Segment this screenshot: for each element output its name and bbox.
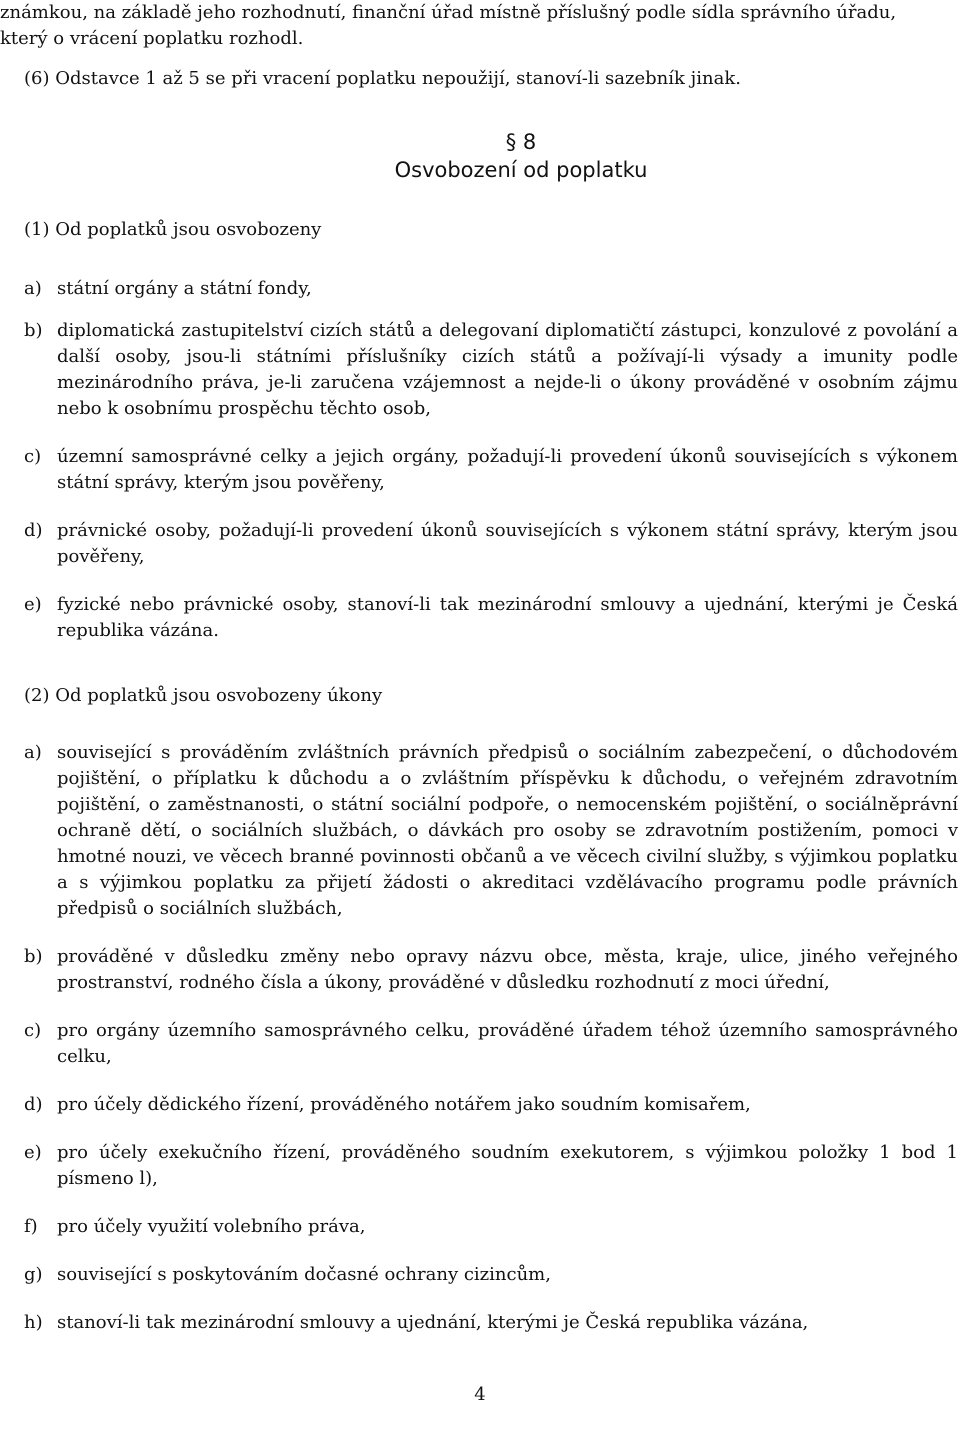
paragraph-1-heading: (1) Od poplatků jsou osvobozeny (24, 219, 322, 240)
item-text: stanoví-li tak mezinárodní smlouvy a ujednání, kterými je Česká republika vázána, (57, 1312, 809, 1333)
list-item (24, 1092, 958, 1118)
item-text: související s poskytováním dočasné ochrany cizincům, (57, 1264, 551, 1285)
section-title: Osvobození od poplatku (394, 158, 648, 182)
page-number: 4 (474, 1384, 486, 1405)
list-item (24, 318, 958, 422)
item-label: a) (24, 278, 42, 299)
item-label: b) (24, 946, 43, 967)
item-label: g) (24, 1264, 43, 1285)
list-item (24, 944, 958, 996)
item-label: d) (24, 520, 43, 541)
item-label: e) (24, 594, 42, 615)
item-text: pro účely exekučního řízení, prováděného soudním exekutorem, s výjimkou položky 1 bod 1 písmeno l), (57, 1142, 958, 1189)
paragraph-6: (6) Odstavce 1 až 5 se při vracení poplatku nepoužijí, stanoví-li sazebník jinak. (24, 68, 741, 89)
item-text: pro účely dědického řízení, prováděného notářem jako soudním komisařem, (57, 1094, 751, 1115)
list-item (24, 276, 958, 302)
item-text: související s prováděním zvláštních právních předpisů o sociálním zabezpečení, o důchodovém pojištění, o příplatku k důchodu a o zvláštním příspěvku k důchodu, o veřejném zdravotním pojištění, o zaměstnanosti, o státní sociální podpoře, o nemocenském pojištění, o sociálněprávní ochraně dětí, o sociálních službách, o dávkách pro osoby se zdravotním postižením, pomoci v hmotné nouzi, ve věcech branné povinnosti občanů a ve věcech civilní služby, s výjimkou poplatku a s výjimkou poplatku za přijetí žádosti o akreditaci vzdělávacího programu podle právních předpisů o sociálních službách, (57, 742, 958, 919)
item-text: fyzické nebo právnické osoby, stanoví-li tak mezinárodní smlouvy a ujednání, kterými je Česká republika vázána. (57, 594, 958, 641)
item-text: právnické osoby, požadují-li provedení úkonů souvisejících s výkonem státní správy, kterým jsou pověřeny, (57, 520, 958, 567)
item-label: h) (24, 1312, 43, 1333)
list-item (24, 740, 958, 922)
list-item (24, 1310, 958, 1336)
item-label: d) (24, 1094, 43, 1115)
item-label: a) (24, 742, 42, 763)
item-label: f) (24, 1216, 38, 1237)
intro-line-1: známkou, na základě jeho rozhodnutí, finanční úřad místně příslušný podle sídla správního úřadu, (0, 2, 897, 23)
paragraph-1-list (24, 276, 958, 644)
item-text: pro orgány územního samosprávného celku, prováděné úřadem téhož územního samosprávného celku, (57, 1020, 958, 1067)
paragraph-2-heading: (2) Od poplatků jsou osvobozeny úkony (24, 685, 383, 706)
section-number: § 8 (505, 130, 537, 154)
list-item (24, 1018, 958, 1070)
intro-line-2: který o vrácení poplatku rozhodl. (0, 28, 304, 49)
list-item (24, 518, 958, 570)
list-item (24, 592, 958, 644)
item-text: státní orgány a státní fondy, (57, 278, 312, 299)
item-text: diplomatická zastupitelství cizích států a delegovaní diplomatičtí zástupci, konzulové z povolání a další osoby, jsou-li státními příslušníky cizích států a požívají-li výsady a imunity podle mezinárodního práva, je-li zaručena vzájemnost a nejde-li o úkony prováděné v osobním zájmu nebo k osobnímu prospěchu těchto osob, (57, 320, 958, 419)
item-label: c) (24, 446, 42, 467)
list-item (24, 1262, 958, 1288)
paragraph-2-list (24, 740, 958, 1336)
item-text: pro účely využití volebního práva, (57, 1216, 366, 1237)
item-text: územní samosprávné celky a jejich orgány, požadují-li provedení úkonů souvisejících s výkonem státní správy, kterým jsou pověřeny, (57, 446, 958, 493)
list-item (24, 1140, 958, 1192)
section-heading (24, 128, 960, 184)
item-label: b) (24, 320, 43, 341)
list-item (24, 444, 958, 496)
item-label: e) (24, 1142, 42, 1163)
list-item (24, 1214, 958, 1240)
item-label: c) (24, 1020, 42, 1041)
item-text: prováděné v důsledku změny nebo opravy názvu obce, města, kraje, ulice, jiného veřejného prostranství, rodného čísla a úkony, prováděné v důsledku rozhodnutí z moci úřední, (57, 946, 958, 993)
